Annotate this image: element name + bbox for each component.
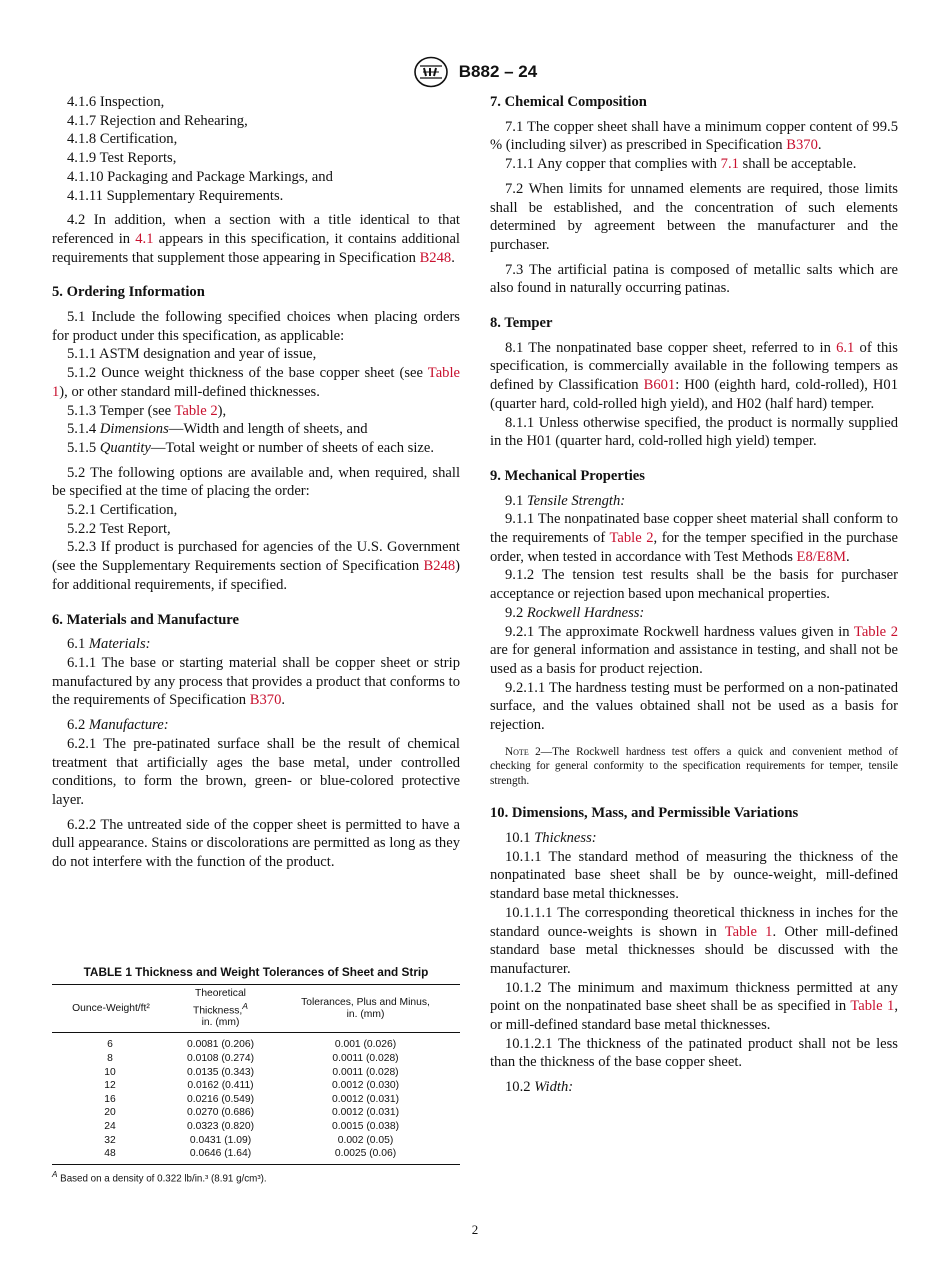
paragraph-6-1: 6.1 Materials:: [67, 636, 151, 653]
table-row: 24 0.0323 (0.820) 0.0015 (0.038): [104, 1120, 399, 1132]
list-item: 4.1.9 Test Reports,: [67, 150, 177, 167]
paragraph-5-1-1: 5.1.1 ASTM designation and year of issue,: [67, 346, 317, 363]
paragraph-6-1-1: 6.1.1 The base or starting material shall be copper sheet or strip manufactured by any process that provides a product that conforms to the requirements of Specification B370.: [52, 654, 460, 709]
ref-link[interactable]: 4.1: [135, 230, 154, 247]
paragraph-9-1-1: 9.1.1 The nonpatinated base copper sheet material shall conform to the requirements of Table 2, for the temper specified in the purchase order, when tested in accordance with Test Methods E8/E8M.: [490, 511, 898, 565]
paragraph-7-3: 7.3 The artificial patina is composed of metallic salts which are also found in naturally occurring patinas.: [490, 261, 898, 297]
page-number: 2: [471, 1222, 479, 1237]
note-2: Note 2—The Rockwell hardness test offers a quick and convenient method of checking for general conformity to the specification requirements for temper, tensile strength.: [490, 745, 898, 787]
paragraph-9-2-1: 9.2.1 The approximate Rockwell hardness values given in Table 2 are for general information and assistance in testing, and shall not be used as a basis for product rejection.: [490, 623, 898, 677]
paragraph-5-1-4: 5.1.4 Dimensions—Width and length of sheets, and: [67, 421, 368, 438]
paragraph-5-2-2: 5.2.2 Test Report,: [67, 520, 171, 537]
paragraph-10-1-2-1: 10.1.2.1 The thickness of the patinated product shall not be less than the thickness of the base copper sheet.: [490, 1035, 898, 1071]
paragraph-8-1-1: 8.1.1 Unless otherwise specified, the product is normally supplied in the H01 (quarter hard, cold-rolled high yield) temper.: [490, 414, 898, 450]
ref-link[interactable]: B248: [423, 558, 456, 575]
ref-link[interactable]: 6.1: [836, 339, 855, 356]
table-footnote: $^A$ Based on a density of 0.322 lb/in.³ (8.91 g/cm³).: [52, 1169, 267, 1185]
list-item: 4.1.6 Inspection,: [67, 94, 165, 110]
paragraph-5-2: 5.2 The following options are available and, when required, shall be specified at the time of placing the order:: [52, 464, 460, 500]
ref-link[interactable]: Table 2: [609, 530, 654, 547]
paragraph-5-2-3: 5.2.3 If product is purchased for agencies of the U.S. Government (see the Supplementary Requirements section of Specification B248) for additional requirements, if specified.: [52, 539, 460, 593]
page-header: [0, 56, 950, 88]
section-heading-7: 7. Chemical Composition: [490, 94, 647, 110]
paragraph-5-1-3: 5.1.3 Temper (see Table 2),: [67, 402, 227, 419]
table-header: Ounce-Weight/ft²: [72, 1002, 150, 1014]
paragraph-5-2-1: 5.2.1 Certification,: [67, 502, 178, 519]
paragraph-6-2-2: 6.2.2 The untreated side of the copper sheet is permitted to have a dull appearance. Stains or discolorations are permitted as long as they do not interfere with the function of the product.: [52, 816, 460, 871]
thickness-table: [52, 984, 460, 1165]
ref-link[interactable]: B370: [249, 692, 282, 709]
paragraph-10-1-1-1: 10.1.1.1 The corresponding theoretical thickness in inches for the standard ounce-weights is shown in Table 1. Other mill-defined standard base metal thicknesses should be discussed with the manufacturer.: [490, 904, 898, 977]
paragraph-9-1: 9.1 Tensile Strength:: [505, 492, 626, 509]
ref-link[interactable]: Table 1: [724, 923, 773, 940]
ref-link[interactable]: Table 2: [174, 402, 218, 419]
ref-link[interactable]: E8/E8M: [796, 548, 846, 565]
section-heading-6: 6. Materials and Manufacture: [52, 611, 239, 628]
paragraph-7-2: 7.2 When limits for unnamed elements are required, those limits shall be established, and the concentration of such elements determined by agreement between the manufacturer and the purchaser.: [490, 180, 898, 253]
section-heading-9: 9. Mechanical Properties: [490, 467, 645, 484]
paragraph-4-2: 4.2 In addition, when a section with a title identical to that referenced in 4.1 appears in this specification, it contains additional requirements that supplement those appearing in Specification B248.: [52, 212, 460, 266]
paragraph-10-1-1: 10.1.1 The standard method of measuring the thickness of the nonpatinated base sheet shall be by ounce-weight, mill-defined standard base metal thicknesses.: [490, 848, 898, 903]
table-header: Tolerances, Plus and Minus, in. (mm): [301, 996, 430, 1020]
ref-link[interactable]: 7.1: [720, 156, 739, 173]
ref-link[interactable]: Table 1: [52, 365, 460, 400]
table-title: TABLE 1 Thickness and Weight Tolerances of Sheet and Strip: [83, 965, 429, 979]
table-row: 10 0.0135 (0.343) 0.0011 (0.028): [104, 1066, 399, 1078]
table-1: [52, 965, 460, 1184]
document-id: B882 – 24: [458, 62, 538, 81]
table-row: 48 0.0646 (1.64) 0.0025 (0.06): [104, 1148, 397, 1160]
table-row: 12 0.0162 (0.411) 0.0012 (0.030): [104, 1080, 399, 1092]
paragraph-8-1: 8.1 The nonpatinated base copper sheet, referred to in 6.1 of this specification, is commercially available in the following tempers as defined by Classification B601: H00 (eighth hard, cold-rolled), H01 (quarter hard, cold-rolled high yield), and H02 (half hard) temper.: [490, 339, 898, 412]
table-row: 32 0.0431 (1.09) 0.002 (0.05): [104, 1134, 394, 1146]
ref-link[interactable]: Table 1: [850, 998, 895, 1015]
list-item: 4.1.8 Certification,: [67, 131, 178, 148]
right-column: [490, 93, 898, 1097]
paragraph-5-1-2: 5.1.2 Ounce weight thickness of the base copper sheet (see Table 1), or other standard mill-defined thicknesses.: [52, 365, 460, 400]
paragraph-9-2-1-1: 9.2.1.1 The hardness testing must be performed on a non-patinated surface, and the values obtained shall not be used as a basis for rejection.: [490, 679, 898, 734]
section-heading-8: 8. Temper: [490, 315, 553, 332]
list-item: 4.1.10 Packaging and Package Markings, and: [67, 168, 333, 185]
paragraph-10-1: 10.1 Thickness:: [505, 830, 597, 846]
paragraph-6-2-1: 6.2.1 The pre-patinated surface shall be the result of chemical treatment that artificially ages the base metal, under controlled conditions, to form the brown, green- or blue-colored protective layer.: [52, 735, 460, 808]
list-item: 4.1.7 Rejection and Rehearing,: [67, 112, 248, 129]
ref-link[interactable]: B601: [643, 377, 676, 394]
paragraph-5-1-5: 5.1.5 Quantity—Total weight or number of sheets of each size.: [67, 439, 434, 456]
paragraph-5-1: 5.1 Include the following specified choices when placing orders for product under this specification, as applicable:: [52, 309, 460, 344]
table-row: 8 0.0108 (0.274) 0.0011 (0.028): [107, 1053, 399, 1065]
astm-logo-icon: [413, 56, 449, 88]
ref-link[interactable]: B370: [786, 137, 818, 154]
paragraph-10-2: 10.2 Width:: [505, 1079, 574, 1096]
ref-link[interactable]: B248: [419, 249, 452, 266]
paragraph-9-1-2: 9.1.2 The tension test results shall be the basis for purchaser acceptance or rejection based upon mechanical properties.: [490, 567, 898, 603]
paragraph-7-1-1: 7.1.1 Any copper that complies with 7.1 shall be acceptable.: [505, 156, 857, 173]
left-column: [52, 93, 460, 872]
table-row: 16 0.0216 (0.549) 0.0012 (0.031): [104, 1093, 399, 1105]
paragraph-9-2: 9.2 Rockwell Hardness:: [505, 604, 645, 621]
paragraph-7-1: 7.1 The copper sheet shall have a minimum copper content of 99.5 % (including silver) as prescribed in Specification B370.: [490, 118, 898, 154]
section-heading-5: 5. Ordering Information: [52, 284, 205, 301]
section-heading-10: 10. Dimensions, Mass, and Permissible Variations: [490, 805, 799, 822]
table-row: 6 0.0081 (0.206) 0.001 (0.026): [107, 1039, 397, 1051]
paragraph-10-1-2: 10.1.2 The minimum and maximum thickness permitted at any point on the nonpatinated base sheet shall be as specified in Table 1, or mill-defined standard base metal thicknesses.: [490, 979, 898, 1034]
paragraph-6-2: 6.2 Manufacture:: [67, 717, 169, 734]
table-header: Theoretical Thickness,$^A$ in. (mm): [193, 988, 248, 1029]
list-item: 4.1.11 Supplementary Requirements.: [67, 187, 284, 204]
ref-link[interactable]: Table 2: [853, 623, 898, 640]
table-row: 20 0.0270 (0.686) 0.0012 (0.031): [104, 1107, 399, 1119]
